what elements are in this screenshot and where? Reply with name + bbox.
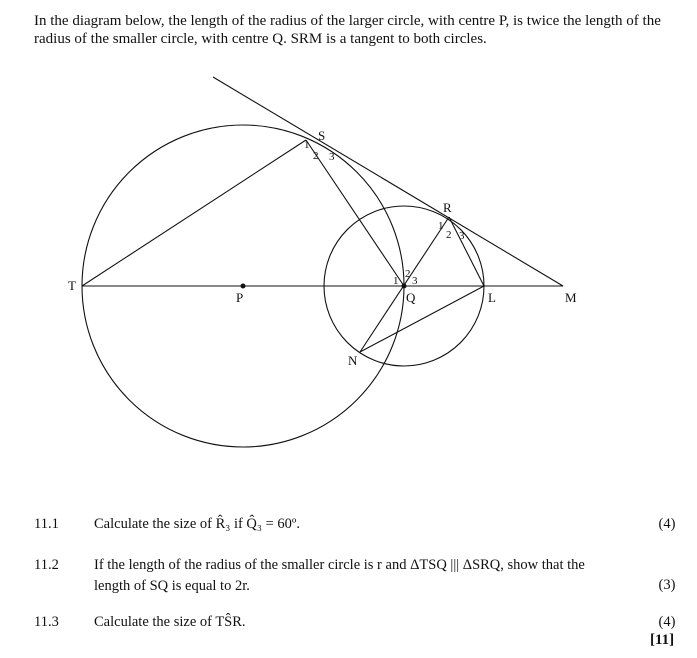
label-r: R (443, 200, 452, 215)
angle-r2: 2 (446, 229, 452, 241)
angle-s2: 2 (313, 150, 319, 162)
angle-q3: 3 (412, 275, 418, 287)
question-11-2 (34, 555, 684, 599)
question-number: 11.2 (34, 557, 59, 573)
question-text: Calculate the size of TŜR. (94, 614, 246, 630)
centre-p-dot (241, 284, 246, 289)
angle-q2: 2 (405, 268, 411, 280)
label-t: T (68, 278, 76, 293)
question-marks: (4) (658, 614, 676, 630)
question-number: 11.3 (34, 614, 59, 630)
label-q: Q (406, 290, 416, 305)
angle-s1: 1 (304, 139, 310, 151)
centre-q-dot (402, 284, 407, 289)
line-rl (449, 217, 484, 286)
total-marks: [11] (650, 632, 675, 648)
angle-r3: 3 (459, 230, 465, 242)
label-p: P (236, 290, 244, 305)
label-n: N (348, 353, 358, 368)
label-l: L (488, 290, 496, 305)
label-s: S (318, 128, 326, 143)
question-number: 11.1 (34, 516, 59, 532)
page-bottom-shade (0, 630, 697, 658)
line-nl (360, 286, 484, 352)
question-text: If the length of the radius of the smaller circle is r and ΔTSQ ||| ΔSRQ, show that the length of SQ is equal to 2r. (94, 557, 585, 594)
label-m: M (565, 290, 577, 305)
tangent-line-srm (213, 77, 563, 286)
angle-q1: 1 (393, 275, 399, 287)
question-text: Calculate the size of R̂₃ if Q̂₃ = 60º. (94, 516, 300, 532)
angle-r1: 1 (438, 220, 444, 232)
angle-s3: 3 (329, 151, 335, 163)
question-marks: (4) (658, 516, 676, 532)
problem-intro: In the diagram below, the length of the radius of the larger circle, with centre P, is twice the length of the radius of the smaller circle, with centre Q. SRM is a tangent to both circles. (34, 13, 661, 47)
question-marks: (3) (658, 577, 676, 593)
question-11-3 (34, 612, 684, 634)
question-11-1 (34, 514, 684, 536)
line-ts (82, 140, 306, 286)
